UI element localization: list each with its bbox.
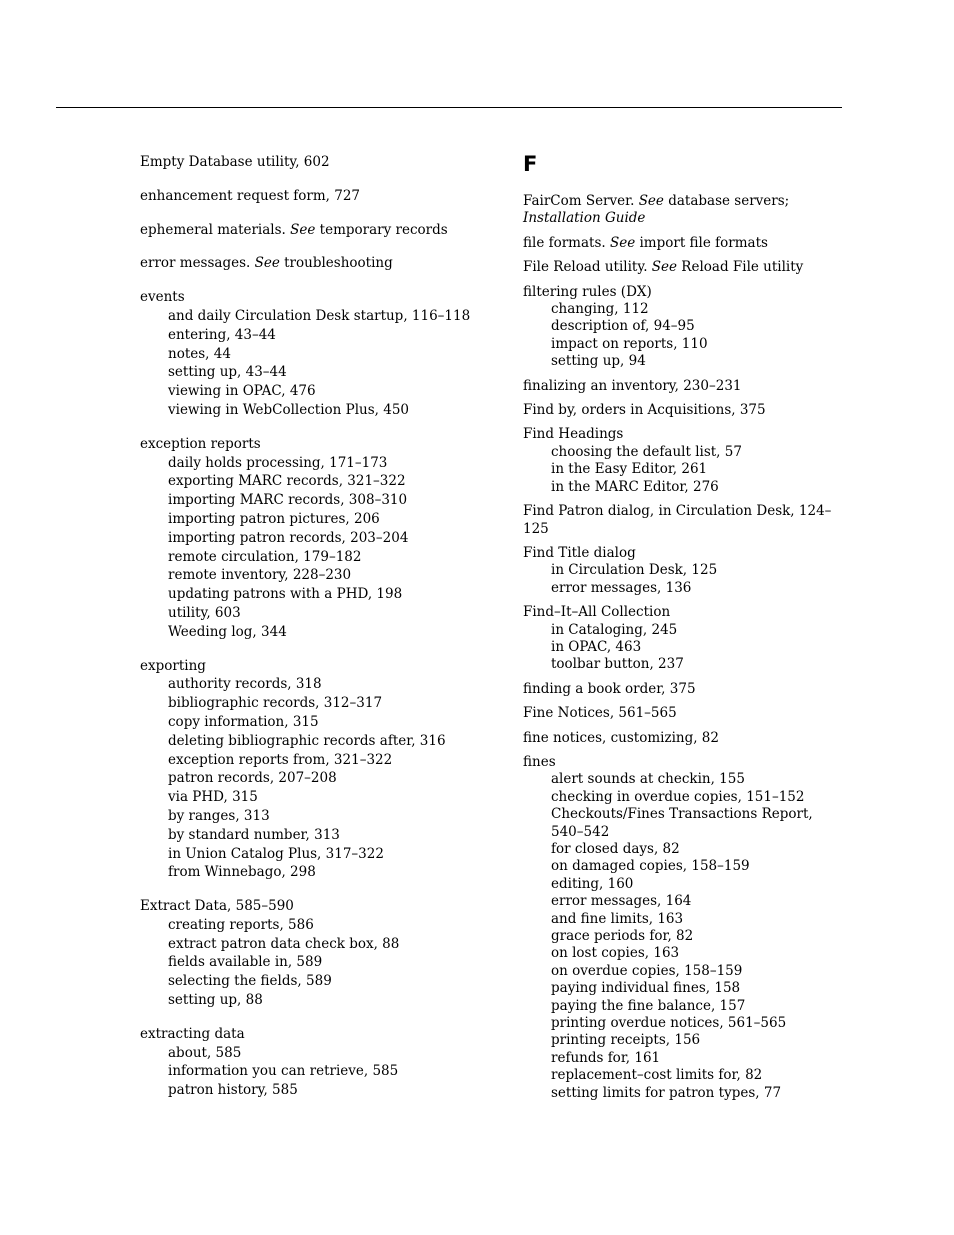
- cross-reference-term: See: [609, 234, 636, 251]
- index-heading: [523, 545, 843, 562]
- index-entry: [523, 604, 843, 674]
- heading-text: Empty Database utility, 602: [140, 154, 330, 170]
- index-subentry: in Cataloging, 245: [551, 621, 678, 638]
- index-heading: [523, 754, 843, 771]
- index-entry: [523, 681, 843, 698]
- index-entry: [523, 705, 843, 722]
- index-heading: [523, 705, 843, 722]
- index-heading: [140, 221, 500, 240]
- index-subentry: error messages, 164: [551, 893, 692, 910]
- index-subentry: on lost copies, 163: [551, 945, 680, 962]
- heading-text: error messages.: [140, 255, 255, 272]
- heading-text: filtering rules (DX): [523, 283, 652, 300]
- heading-text: troubleshooting: [279, 255, 393, 272]
- right-entries: [523, 193, 843, 1102]
- index-subentry: in the Easy Editor, 261: [551, 461, 708, 478]
- index-subentry: paying individual fines, 158: [551, 980, 741, 997]
- index-entry: [140, 897, 500, 1010]
- index-subentry: remote inventory, 228–230: [168, 567, 352, 584]
- index-heading: [140, 187, 500, 206]
- index-subentry: replacement–cost limits for, 82: [551, 1067, 763, 1084]
- index-entry: [140, 435, 500, 642]
- index-subentry: importing MARC records, 308–310: [168, 492, 408, 509]
- index-heading: [523, 503, 843, 538]
- index-subentry: on overdue copies, 158–159: [551, 962, 743, 979]
- heading-text: Fine Notices, 561–565: [523, 705, 677, 722]
- index-heading: [523, 681, 843, 698]
- index-subentry: fields available in, 589: [168, 954, 323, 971]
- index-subentry: importing patron pictures, 206: [168, 510, 380, 527]
- index-entry: [523, 193, 843, 228]
- index-subentry: choosing the default list, 57: [551, 443, 742, 460]
- index-entry: [140, 254, 500, 273]
- index-heading: [523, 730, 843, 747]
- index-subentry: notes, 44: [168, 345, 231, 362]
- index-heading: [523, 402, 843, 419]
- index-subentry: copy information, 315: [168, 713, 319, 730]
- cross-reference-term: See: [638, 193, 664, 209]
- heading-text: File Reload utility.: [523, 259, 652, 276]
- heading-text: extracting data: [140, 1025, 245, 1042]
- heading-text: fines: [523, 753, 556, 770]
- header-rule: [56, 107, 842, 108]
- index-subentry: changing, 112: [551, 301, 649, 318]
- index-subentry: deleting bibliographic records after, 316: [168, 732, 446, 749]
- index-subentry: in Circulation Desk, 125: [551, 562, 718, 579]
- index-subentry: extract patron data check box, 88: [168, 935, 400, 952]
- index-subentry: utility, 603: [168, 604, 241, 621]
- index-subentry: setting limits for patron types, 77: [551, 1084, 782, 1101]
- index-subentry: patron records, 207–208: [168, 770, 337, 787]
- heading-text: fine notices, customizing, 82: [523, 729, 719, 746]
- heading-text: Find Patron dialog, in Circulation Desk, 124–125: [523, 503, 832, 537]
- index-subentry: setting up, 94: [551, 353, 646, 370]
- index-subentry: in the MARC Editor, 276: [551, 478, 719, 495]
- index-subentry: paying the fine balance, 157: [551, 997, 746, 1014]
- index-heading: [140, 288, 500, 307]
- index-entry: [523, 259, 843, 276]
- index-subentry: toolbar button, 237: [551, 656, 684, 673]
- index-entry: [523, 402, 843, 419]
- index-heading: [523, 284, 843, 301]
- index-heading: [140, 657, 500, 676]
- index-heading: [140, 153, 500, 172]
- index-entry: [523, 503, 843, 538]
- section-letter: F: [523, 152, 538, 176]
- index-subentry: for closed days, 82: [551, 841, 680, 857]
- index-entry: [140, 187, 500, 206]
- index-subentry: in Union Catalog Plus, 317–322: [168, 845, 384, 862]
- heading-text: exporting: [140, 657, 206, 674]
- index-subentry: Checkouts/Fines Transactions Report, 540–542: [551, 806, 813, 840]
- index-subentry: patron history, 585: [168, 1082, 298, 1099]
- index-heading: [523, 604, 843, 621]
- heading-text: FairCom Server.: [523, 193, 639, 209]
- cross-reference-term: See: [254, 255, 280, 272]
- index-entry: [140, 153, 500, 172]
- heading-text: file formats.: [523, 234, 610, 251]
- index-subentry: about, 585: [168, 1044, 242, 1061]
- index-heading: [523, 259, 843, 276]
- index-subentry: creating reports, 586: [168, 916, 314, 933]
- heading-text: ephemeral materials.: [140, 221, 291, 238]
- index-subentry: in OPAC, 463: [551, 638, 642, 655]
- index-subentry: entering, 43–44: [168, 326, 276, 343]
- index-subentry: bibliographic records, 312–317: [168, 695, 383, 712]
- index-entry: [523, 754, 843, 1102]
- index-subentry: daily holds processing, 171–173: [168, 454, 388, 471]
- index-subentry: importing patron records, 203–204: [168, 529, 409, 546]
- heading-text: Reload File utility: [677, 259, 804, 276]
- index-heading: [140, 1025, 500, 1044]
- index-heading: [523, 235, 843, 252]
- index-entry: [523, 426, 843, 496]
- index-subentry: and daily Circulation Desk startup, 116–118: [168, 307, 471, 324]
- index-subentry: information you can retrieve, 585: [168, 1063, 399, 1080]
- index-entry: [140, 288, 500, 420]
- index-entry: [523, 730, 843, 747]
- index-subentry: editing, 160: [551, 875, 634, 892]
- index-column-right: [523, 151, 843, 1109]
- index-heading: [140, 435, 500, 454]
- index-subentry: exception reports from, 321–322: [168, 751, 393, 768]
- heading-text: finalizing an inventory, 230–231: [523, 377, 742, 394]
- cross-reference-term: Installation Guide: [523, 210, 646, 227]
- index-subentry: updating patrons with a PHD, 198: [168, 586, 403, 603]
- index-heading: [523, 378, 843, 395]
- index-subentry: grace periods for, 82: [551, 928, 694, 945]
- cross-reference-term: See: [290, 221, 316, 238]
- heading-text: import file formats: [635, 234, 768, 251]
- heading-text: Extract Data, 585–590: [140, 898, 294, 915]
- index-subentry: viewing in OPAC, 476: [168, 383, 316, 400]
- index-subentry: and fine limits, 163: [551, 910, 684, 927]
- index-subentry: from Winnebago, 298: [168, 864, 316, 881]
- index-heading: [523, 426, 843, 443]
- index-entry: [523, 235, 843, 252]
- index-subentry: authority records, 318: [168, 676, 322, 693]
- index-subentry: on damaged copies, 158–159: [551, 858, 750, 875]
- cross-reference-term: See: [651, 259, 678, 276]
- index-subentry: exporting MARC records, 321–322: [168, 473, 406, 490]
- index-subentry: remote circulation, 179–182: [168, 548, 362, 565]
- heading-text: temporary records: [315, 221, 448, 238]
- index-subentry: alert sounds at checkin, 155: [551, 771, 745, 788]
- index-subentry: selecting the fields, 589: [168, 973, 332, 990]
- index-subentry: impact on reports, 110: [551, 335, 708, 352]
- index-entry: [140, 221, 500, 240]
- heading-text: finding a book order, 375: [523, 680, 696, 697]
- index-heading: [140, 254, 500, 273]
- index-subentry: description of, 94–95: [551, 318, 695, 335]
- index-entry: [523, 545, 843, 597]
- index-entry: [140, 1025, 500, 1100]
- heading-text: database servers;: [663, 193, 790, 209]
- heading-text: events: [140, 289, 185, 306]
- index-subentry: by ranges, 313: [168, 807, 270, 824]
- index-subentry: via PHD, 315: [168, 789, 258, 806]
- index-heading: [140, 897, 500, 916]
- heading-text: enhancement request form, 727: [140, 187, 361, 204]
- index-subentry: by standard number, 313: [168, 826, 340, 843]
- index-subentry: Weeding log, 344: [168, 623, 287, 640]
- index-subentry: error messages, 136: [551, 579, 692, 596]
- index-subentry: printing overdue notices, 561–565: [551, 1015, 787, 1032]
- index-entry: [140, 657, 500, 883]
- index-subentry: refunds for, 161: [551, 1049, 661, 1066]
- heading-text: Find Title dialog: [523, 544, 636, 561]
- heading-text: exception reports: [140, 435, 261, 452]
- index-column-left: [140, 153, 500, 1115]
- index-subentry: checking in overdue copies, 151–152: [551, 788, 805, 805]
- heading-text: Find–It–All Collection: [523, 604, 671, 621]
- index-subentry: viewing in WebCollection Plus, 450: [168, 401, 410, 418]
- index-subentry: setting up, 43–44: [168, 364, 287, 381]
- index-subentry: printing receipts, 156: [551, 1032, 701, 1049]
- index-subentry: setting up, 88: [168, 992, 263, 1009]
- index-heading: [523, 193, 843, 228]
- index-entry: [523, 284, 843, 371]
- heading-text: Find by, orders in Acquisitions, 375: [523, 402, 766, 419]
- index-entry: [523, 378, 843, 395]
- heading-text: Find Headings: [523, 426, 624, 443]
